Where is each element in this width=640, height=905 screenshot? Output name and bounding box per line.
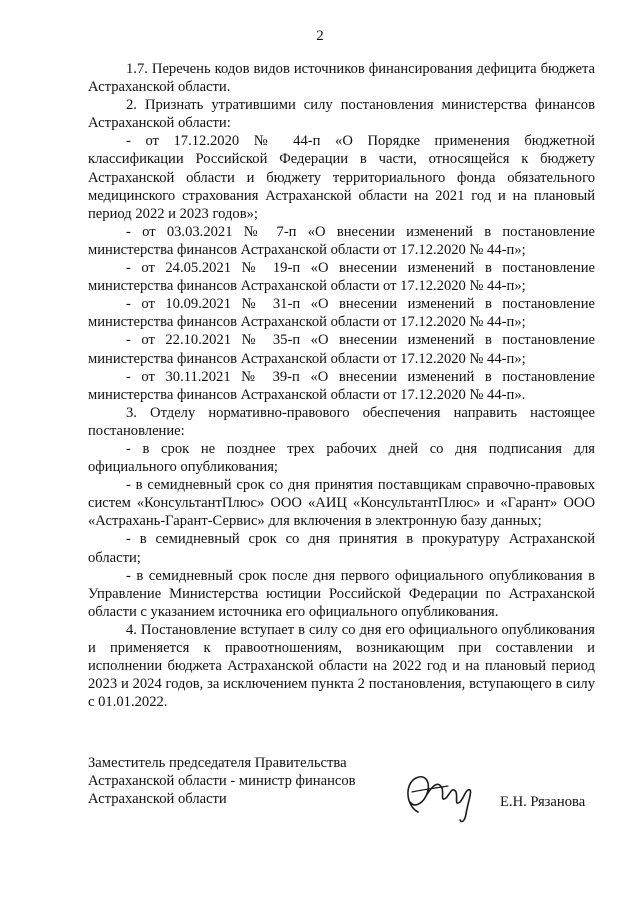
- handwritten-signature: [396, 762, 486, 832]
- paragraph-3: 3. Отделу нормативно-правового обеспечения направить настоящее постановление:: [88, 404, 595, 439]
- list-item: - от 17.12.2020 № 44-п «О Порядке применения бюджетной классификации Российской Федерации в части, относящейся к бюджету Астраханской области и бюджету территориального фонда обязательного медицинского страхования Астраханской области на 2021 год и на плановый период 2022 и 2023 годов»;: [88, 133, 595, 222]
- signatory-position: [88, 754, 356, 808]
- paragraph-2: 2. Признать утратившими силу постановления министерства финансов Астраханской области:: [88, 97, 595, 132]
- list-item: - в семидневный срок после дня первого официального опубликования в Управление Министерства юстиции Российской Федерации по Астраханской области с указанием источника его официального опубликования.: [88, 567, 595, 620]
- document-body: [88, 60, 595, 711]
- list-item: - в срок не позднее трех рабочих дней со дня подписания для официального опубликования;: [88, 440, 595, 476]
- paragraph-1-7: 1.7. Перечень кодов видов источников финансирования дефицита бюджета Астраханской области.: [88, 61, 595, 96]
- paragraph-4: 4. Постановление вступает в силу со дня его официального опубликования и применяется к правоотношениям, возникающим при составлении и исполнении бюджета Астраханской области на 2022 год и на плановый период 2023 и 2024 годов, за исключением пункта 2 постановления, вступающего в силу с 01.01.2022.: [88, 621, 595, 711]
- list-item: - от 03.03.2021 № 7-п «О внесении изменений в постановление министерства финансов Астраханской области от 17.12.2020 № 44-п»;: [88, 223, 595, 258]
- list-item: - от 10.09.2021 № 31-п «О внесении изменений в постановление министерства финансов Астраханской области от 17.12.2020 № 44-п»;: [88, 296, 595, 331]
- position-line: Астраханской области: [88, 791, 227, 807]
- list-item: - от 24.05.2021 № 19-п «О внесении изменений в постановление министерства финансов Астраханской области от 17.12.2020 № 44-п»;: [88, 260, 595, 295]
- signatory-name: Е.Н. Рязанова: [500, 794, 586, 810]
- position-line: Астраханской области - министр финансов: [88, 773, 356, 789]
- position-line: Заместитель председателя Правительства: [88, 755, 347, 771]
- list-item: - в семидневный срок со дня принятия в прокуратуру Астраханской области;: [88, 531, 595, 566]
- list-item: - в семидневный срок со дня принятия поставщикам справочно-правовых систем «КонсультантПлюс» ООО «АИЦ «КонсультантПлюс» и «Гарант» ООО «Астрахань-Гарант-Сервис» для включения в электронную базу данных;: [88, 477, 595, 530]
- list-item: - от 30.11.2021 № 39-п «О внесении изменений в постановление министерства финансов Астраханской области от 17.12.2020 № 44-п».: [88, 368, 595, 403]
- list-item: - от 22.10.2021 № 35-п «О внесении изменений в постановление министерства финансов Астраханской области от 17.12.2020 № 44-п»;: [88, 332, 595, 367]
- page-number: 2: [316, 28, 324, 44]
